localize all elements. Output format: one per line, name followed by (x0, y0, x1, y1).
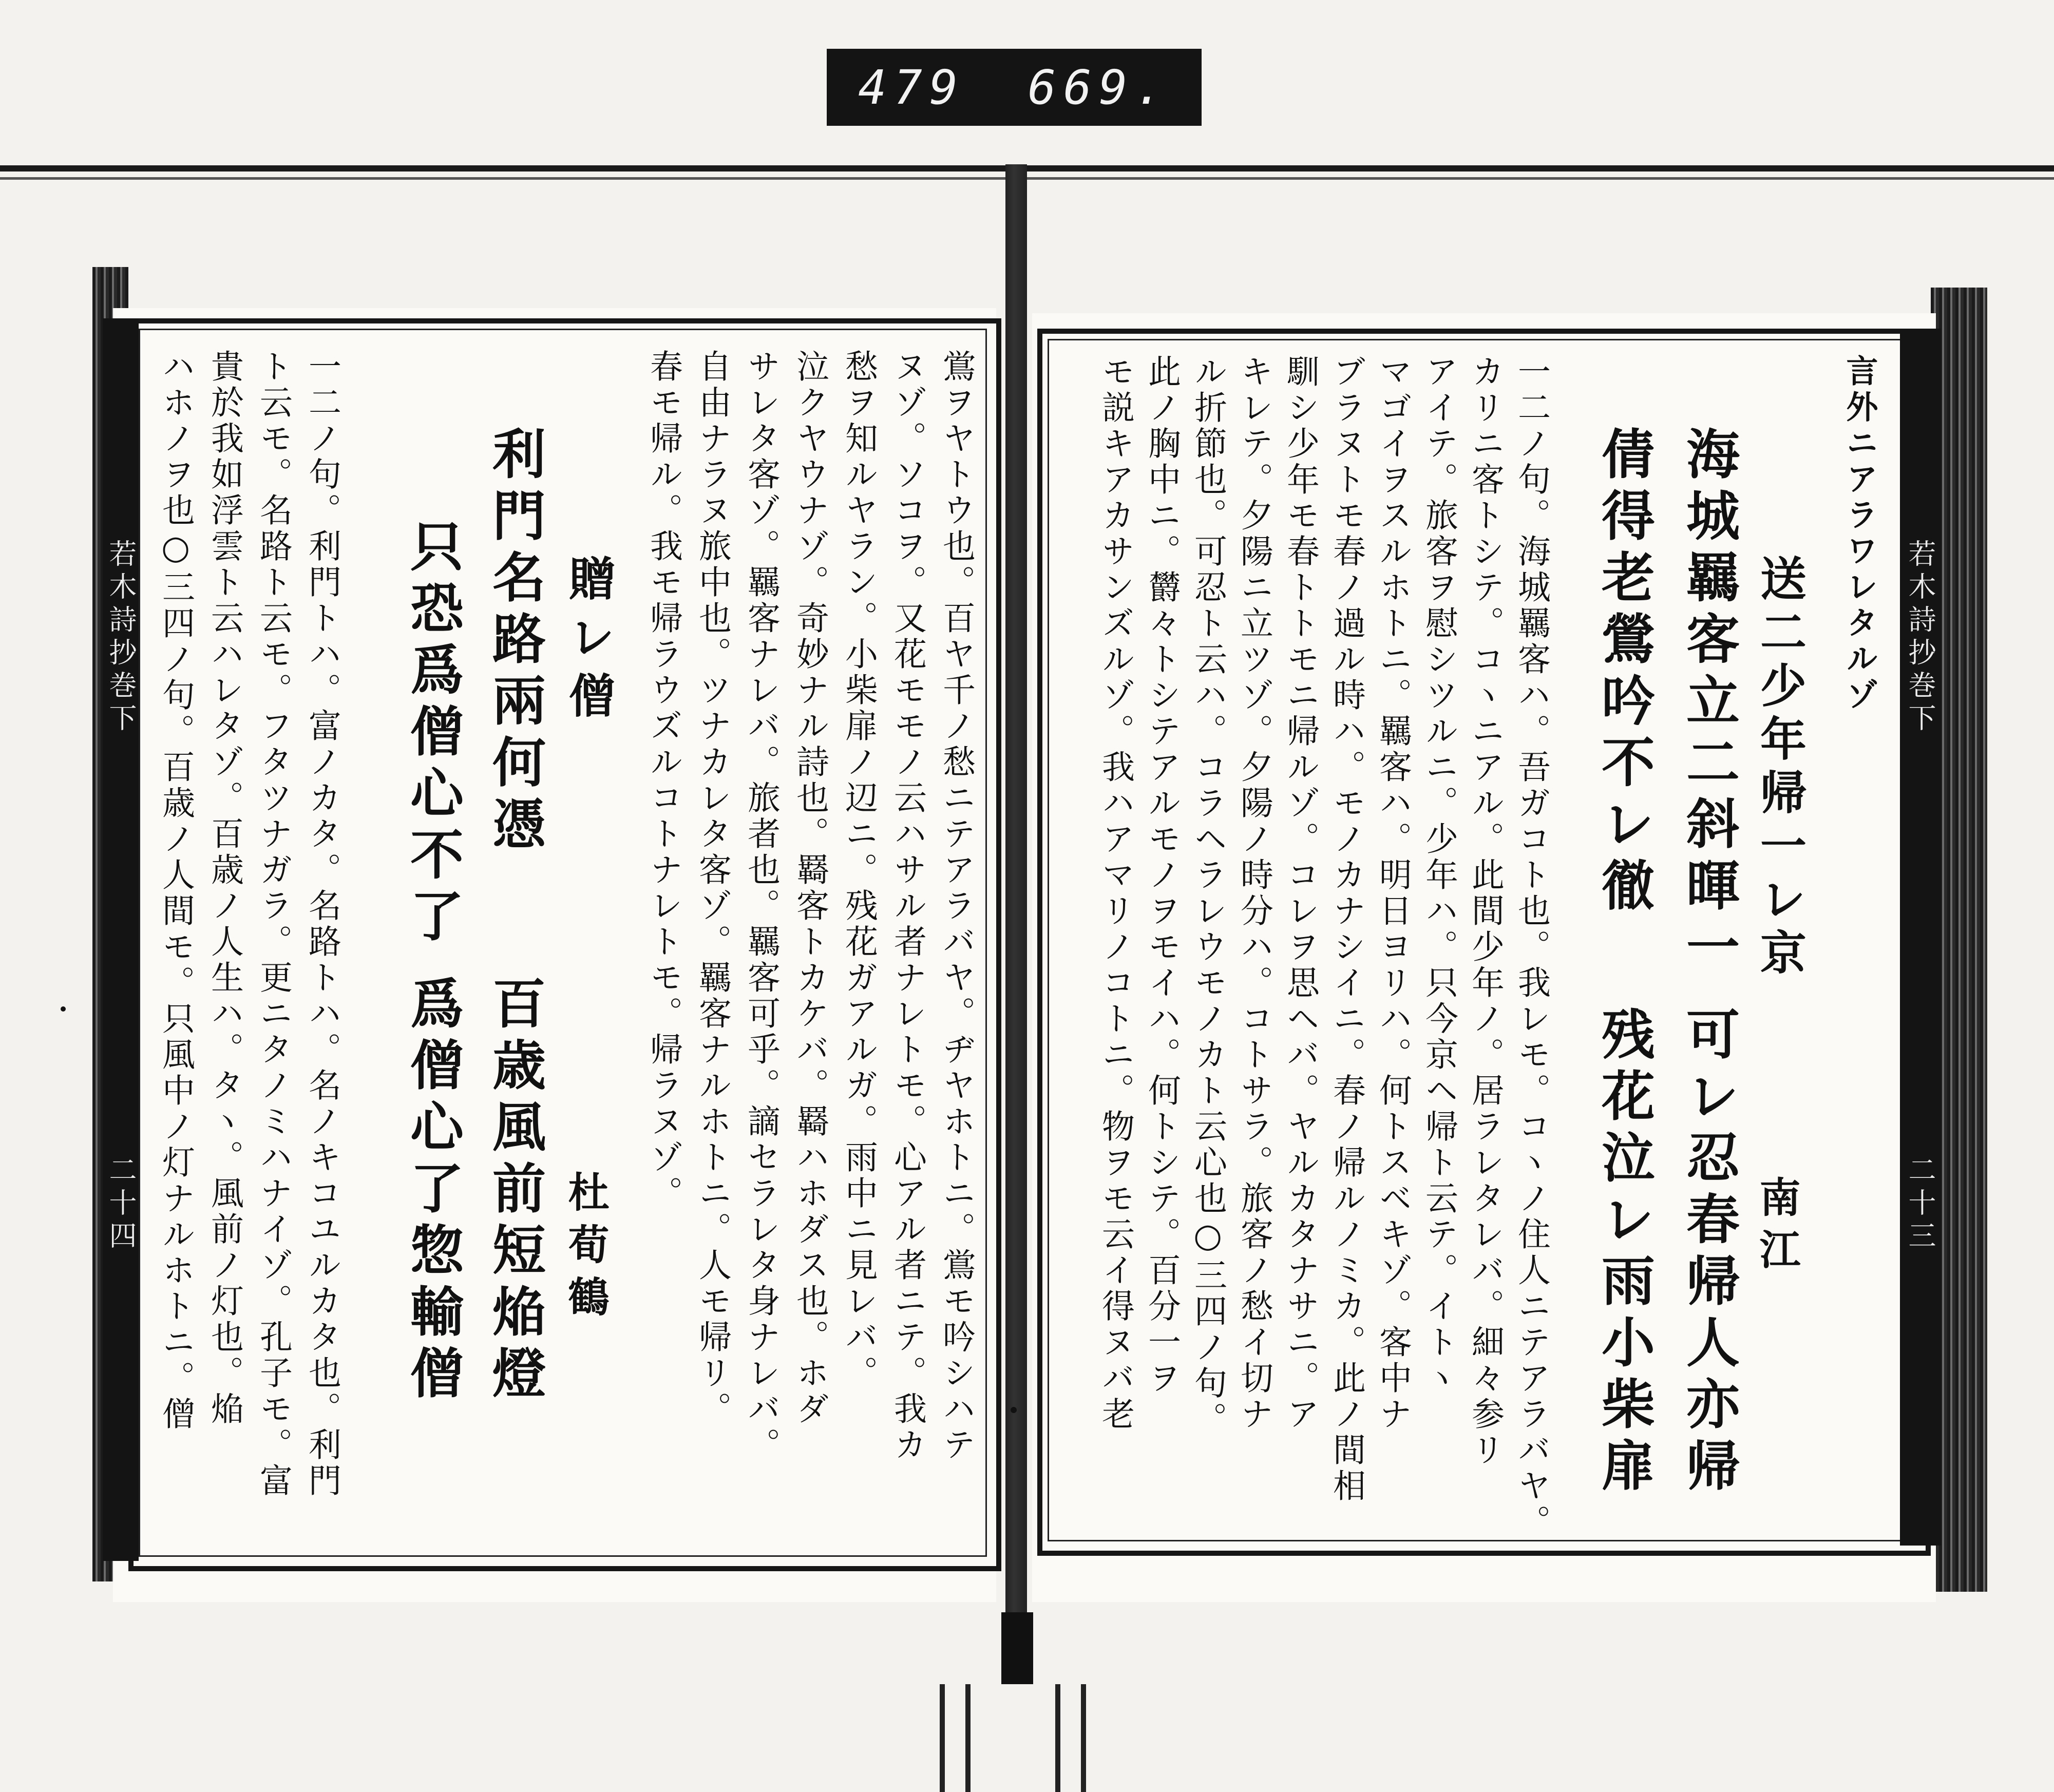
left-poem-line: 只恐爲僧心不了 (401, 519, 464, 950)
scan-speck (61, 1006, 66, 1012)
right-poem-line: 倩得老鶯吟不レ徹 (1592, 426, 1656, 919)
right-poem-title: 送二少年帰一レ京 (1752, 555, 1806, 982)
frame-number-left: 479 (858, 60, 965, 115)
right-commentary-line: 一二ノ句。海城羈客ハ。吾ガコト也。我レモ。コヽノ住人ニテアラバヤ。 (1512, 354, 1550, 1540)
right-commentary-line: ル折節也。可忍ト云ハ。コラヘラレウモノカト云心也○三四ノ句。 (1189, 354, 1227, 1438)
left-commentary-a-line: サレタ客ゾ。羈客ナレバ。旅者也。羈客可乎。謫セラレタ身ナレバ。 (742, 349, 780, 1463)
right-poem-line: 残花泣レ雨小柴扉 (1592, 1006, 1656, 1499)
right-commentary-line: 馴シ少年モ春トトモニ帰ルゾ。コレヲ思ヘバ。ヤルカタナサニ。ア (1281, 354, 1319, 1433)
right-commentary-line: アイテ。旅客ヲ慰シツルニ。少年ハ。只今京ヘ帰ト云テ。イトヽ (1420, 354, 1458, 1397)
left-folio: 二十四 (105, 1155, 137, 1254)
right-commentary-line: 此ノ胸中ニ。欝々トシテアルモノヲモイハ。何トシテ。百分一ヲ (1143, 354, 1181, 1397)
left-commentary-a-line: 泣クヤウナゾ。奇妙ナル詩也。羇客トカケバ。羇ハホダス也。ホダ (791, 349, 829, 1427)
left-poem-line: 利門名路兩何憑 (483, 426, 546, 857)
top-rule-shadow (0, 177, 2054, 180)
frame-number-label (827, 49, 1202, 126)
right-commentary-line: ブラヌトモ春ノ過ル時ハ。モノカナシイニ。春ノ帰ルノミカ。此ノ間相 (1327, 354, 1365, 1504)
book-gutter (1005, 164, 1027, 1664)
top-rule (0, 165, 2054, 171)
left-commentary-a-line: 春モ帰ル。我モ帰ラウズルコトナレトモ。帰ラヌゾ。 (644, 349, 682, 1212)
right-folio: 二十三 (1904, 1155, 1936, 1254)
left-commentary-b-line: 貴於我如浮雲ト云ハレタゾ。百歳ノ人生ハ。タヽ。風前ノ灯也。焔 (205, 349, 243, 1427)
left-poem-line: 爲僧心了惣輸僧 (401, 976, 464, 1407)
left-margin-band (103, 318, 139, 1561)
right-poem-line: 海城羈客立二斜暉一 (1677, 426, 1740, 981)
scan-speck (1011, 1407, 1017, 1413)
left-commentary-b-line: ト云モ。名路ト云モ。フタツナガラ。更ニタノミハナイゾ。孔子モ。富 (254, 349, 292, 1499)
binding-thread (965, 1684, 971, 1792)
left-margin-title: 若木詩抄巻下 (105, 539, 137, 736)
left-poem-line: 百歳風前短焔燈 (483, 976, 546, 1407)
right-poem-author: 南江 (1753, 1176, 1801, 1281)
right-commentary-line: モ説キアカサンズルゾ。我ハアマリノコトニ。物ヲモ云イ得ヌバ老 (1096, 354, 1134, 1433)
left-commentary-a-line: ヌゾ。ソコヲ。又花モモノ云ハサル者ナレトモ。心アル者ニテ。我カ (888, 349, 926, 1463)
right-page-header: 言外ニアラワレタルゾ (1841, 354, 1878, 714)
frame-number-right: 669. (1028, 60, 1170, 115)
binding-thread (1081, 1684, 1086, 1792)
right-margin-band (1900, 329, 1941, 1546)
left-poem-author: 杜荀鶴 (561, 1171, 610, 1328)
left-commentary-b-line: 一二ノ句。利門トハ。富ノカタ。名路トハ。名ノキコユルカタ也。利門 (303, 349, 341, 1499)
binding-thread (940, 1684, 945, 1792)
left-commentary-a-line: 愁ヲ知ルヤラン。小柴扉ノ辺ニ。残花ガアルガ。雨中ニ見レバ。 (840, 349, 878, 1391)
left-commentary-a-line: 自由ナラヌ旅中也。ツナカレタ客ゾ。羈客ナルホトニ。人モ帰リ。 (693, 349, 731, 1427)
left-commentary-b-line: ハホノヲ也○三四ノ句。百歳ノ人間モ。只風中ノ灯ナルホトニ。僧 (157, 349, 195, 1433)
right-commentary-line: キレテ。夕陽ニ立ツゾ。夕陽ノ時分ハ。コトサラ。旅客ノ愁イ切ナ (1235, 354, 1273, 1433)
gutter-binding (1001, 1612, 1033, 1684)
right-poem-line: 可レ忍春帰人亦帰 (1677, 1006, 1740, 1499)
left-commentary-a-line: 鴬ヲヤトウ也。百ヤ千ノ愁ニテアラバヤ。ヂヤホトニ。鴬モ吟シハテ (937, 349, 975, 1463)
right-commentary-line: カリニ客トシテ。コヽニアル。此間少年ノ。居ラレタレバ。細々参リ (1466, 354, 1504, 1469)
binding-thread (1055, 1684, 1060, 1792)
right-commentary-line: マゴイヲスルホトニ。羈客ハ。明日ヨリハ。何トスベキゾ。客中ナ (1374, 354, 1412, 1433)
left-poem-title: 贈レ僧 (561, 555, 615, 730)
right-margin-title: 若木詩抄巻下 (1904, 539, 1936, 736)
